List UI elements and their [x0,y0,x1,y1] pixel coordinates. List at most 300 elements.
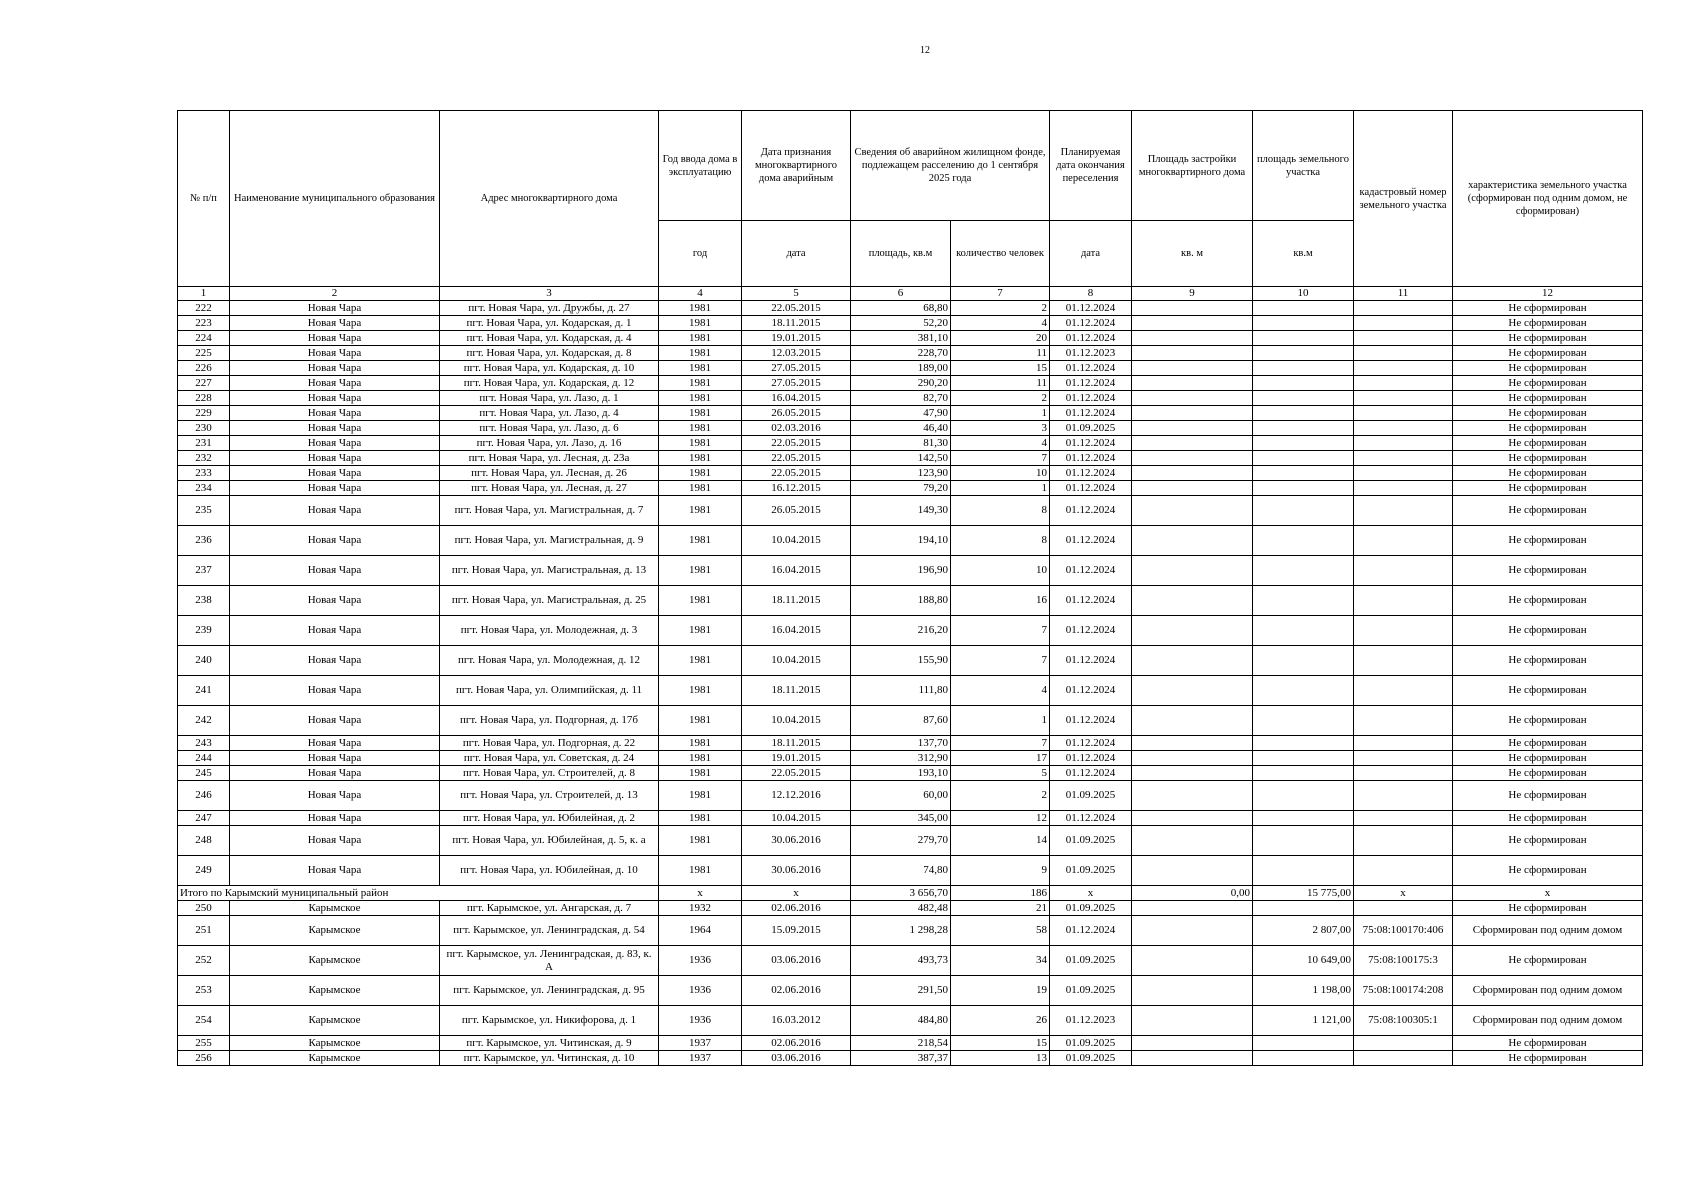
row-number: 236 [178,526,230,556]
year-cell: 1981 [659,556,742,586]
row-number: 225 [178,346,230,361]
table-total-section [178,886,1643,901]
emergency-date-cell: 15.09.2015 [742,916,851,946]
table-row [178,496,1643,526]
column-number: 10 [1253,287,1354,301]
address-cell: пгт. Новая Чара, ул. Подгорная, д. 17б [440,706,659,736]
emergency-date-cell: 26.05.2015 [742,496,851,526]
build-area-cell [1132,556,1253,586]
people-cell: 7 [951,616,1050,646]
land-area-cell [1253,556,1354,586]
year-cell: 1981 [659,751,742,766]
land-characteristic-cell: Не сформирован [1453,766,1643,781]
build-area-cell [1132,781,1253,811]
land-area-cell [1253,481,1354,496]
row-number: 241 [178,676,230,706]
land-characteristic-cell: Сформирован под одним домом [1453,976,1643,1006]
municipality-cell: Новая Чара [230,316,440,331]
table-row [178,436,1643,451]
address-cell: пгт. Новая Чара, ул. Дружбы, д. 27 [440,301,659,316]
cadastre-cell [1354,466,1453,481]
table-row [178,406,1643,421]
area-cell: 123,90 [851,466,951,481]
row-number: 222 [178,301,230,316]
emergency-date-cell: 02.03.2016 [742,421,851,436]
area-cell: 381,10 [851,331,951,346]
land-area-cell [1253,436,1354,451]
header-municipality: Наименование муниципального образования [230,111,440,287]
planned-date-cell: 01.12.2024 [1050,496,1132,526]
emergency-date-cell: 10.04.2015 [742,526,851,556]
address-cell: пгт. Новая Чара, ул. Кодарская, д. 1 [440,316,659,331]
planned-date-cell: 01.09.2025 [1050,826,1132,856]
cadastre-cell [1354,856,1453,886]
land-area-cell: 1 121,00 [1253,1006,1354,1036]
area-cell: 46,40 [851,421,951,436]
build-area-cell [1132,736,1253,751]
land-area-cell [1253,676,1354,706]
year-cell: 1937 [659,1036,742,1051]
municipality-cell: Новая Чара [230,481,440,496]
build-area-cell [1132,901,1253,916]
table-row [178,586,1643,616]
land-area-cell [1253,346,1354,361]
row-number: 238 [178,586,230,616]
planned-date-cell: 01.12.2024 [1050,916,1132,946]
land-characteristic-cell: Не сформирован [1453,736,1643,751]
year-cell: 1981 [659,346,742,361]
cadastre-cell [1354,331,1453,346]
cadastre-cell [1354,736,1453,751]
year-cell: 1936 [659,976,742,1006]
municipality-cell: Новая Чара [230,331,440,346]
address-cell: пгт. Новая Чара, ул. Кодарская, д. 12 [440,376,659,391]
row-number: 224 [178,331,230,346]
people-cell: 13 [951,1051,1050,1066]
table-row [178,376,1643,391]
municipality-cell: Новая Чара [230,676,440,706]
area-cell: 142,50 [851,451,951,466]
year-cell: 1981 [659,481,742,496]
area-cell: 82,70 [851,391,951,406]
row-number: 239 [178,616,230,646]
municipality-cell: Карымское [230,946,440,976]
column-number: 9 [1132,287,1253,301]
area-cell: 60,00 [851,781,951,811]
table-row [178,316,1643,331]
people-cell: 21 [951,901,1050,916]
build-area-cell [1132,526,1253,556]
cadastre-cell [1354,901,1453,916]
area-cell: 218,54 [851,1036,951,1051]
people-cell: 1 [951,481,1050,496]
emergency-date-cell: 02.06.2016 [742,976,851,1006]
people-cell: 16 [951,586,1050,616]
column-number: 3 [440,287,659,301]
emergency-date-cell: 03.06.2016 [742,946,851,976]
column-number: 7 [951,287,1050,301]
land-characteristic-cell: Не сформирован [1453,946,1643,976]
land-characteristic-cell: Не сформирован [1453,1051,1643,1066]
land-area-cell [1253,406,1354,421]
municipality-cell: Новая Чара [230,526,440,556]
address-cell: пгт. Карымское, ул. Ангарская, д. 7 [440,901,659,916]
area-cell: 387,37 [851,1051,951,1066]
year-cell: 1981 [659,316,742,331]
land-area-cell [1253,361,1354,376]
people-cell: 7 [951,451,1050,466]
land-area-cell [1253,526,1354,556]
build-area-cell [1132,421,1253,436]
area-cell: 482,48 [851,901,951,916]
land-characteristic-cell: Не сформирован [1453,331,1643,346]
address-cell: пгт. Новая Чара, ул. Юбилейная, д. 10 [440,856,659,886]
land-area-cell [1253,901,1354,916]
cadastre-cell [1354,706,1453,736]
land-characteristic-cell: Не сформирован [1453,526,1643,556]
area-cell: 194,10 [851,526,951,556]
area-cell: 345,00 [851,811,951,826]
people-cell: 20 [951,331,1050,346]
emergency-date-cell: 16.04.2015 [742,556,851,586]
area-cell: 87,60 [851,706,951,736]
cadastre-cell [1354,586,1453,616]
total-people: 186 [951,886,1050,901]
land-area-cell [1253,1036,1354,1051]
cadastre-cell [1354,436,1453,451]
header-cadastre: кадастровый номер земельного участка [1354,111,1453,287]
address-cell: пгт. Новая Чара, ул. Лесная, д. 26 [440,466,659,481]
land-area-cell [1253,766,1354,781]
municipality-cell: Новая Чара [230,451,440,466]
header-address: Адрес многоквартирного дома [440,111,659,287]
table-row [178,781,1643,811]
build-area-cell [1132,1006,1253,1036]
build-area-cell [1132,496,1253,526]
year-cell: 1964 [659,916,742,946]
municipality-cell: Новая Чара [230,826,440,856]
table-row [178,826,1643,856]
header-land-area: площадь земельного участка [1253,111,1354,221]
year-cell: 1936 [659,1006,742,1036]
municipality-cell: Новая Чара [230,586,440,616]
emergency-date-cell: 19.01.2015 [742,751,851,766]
cadastre-cell [1354,376,1453,391]
municipality-cell: Карымское [230,916,440,946]
table-row [178,301,1643,316]
row-number: 247 [178,811,230,826]
land-area-cell [1253,751,1354,766]
emergency-date-cell: 22.05.2015 [742,436,851,451]
build-area-cell [1132,916,1253,946]
area-cell: 1 298,28 [851,916,951,946]
people-cell: 4 [951,316,1050,331]
address-cell: пгт. Новая Чара, ул. Молодежная, д. 3 [440,616,659,646]
planned-date-cell: 01.09.2025 [1050,781,1132,811]
page-number: 12 [920,45,930,56]
row-number: 237 [178,556,230,586]
emergency-date-cell: 16.04.2015 [742,391,851,406]
land-area-cell [1253,451,1354,466]
area-cell: 81,30 [851,436,951,451]
address-cell: пгт. Новая Чара, ул. Магистральная, д. 25 [440,586,659,616]
address-cell: пгт. Новая Чара, ул. Лазо, д. 16 [440,436,659,451]
header-date-emergency: Дата признания многоквартирного дома аварийным [742,111,851,221]
land-area-cell [1253,616,1354,646]
total-row [178,886,1643,901]
table-row [178,676,1643,706]
land-area-cell [1253,331,1354,346]
planned-date-cell: 01.12.2024 [1050,556,1132,586]
area-cell: 79,20 [851,481,951,496]
total-planned-date: x [1050,886,1132,901]
table-row [178,451,1643,466]
emergency-date-cell: 22.05.2015 [742,451,851,466]
planned-date-cell: 01.09.2025 [1050,946,1132,976]
people-cell: 7 [951,646,1050,676]
build-area-cell [1132,676,1253,706]
address-cell: пгт. Карымское, ул. Ленинградская, д. 83, к. А [440,946,659,976]
planned-date-cell: 01.12.2024 [1050,526,1132,556]
table-row [178,1006,1643,1036]
total-area: 3 656,70 [851,886,951,901]
land-area-cell [1253,646,1354,676]
build-area-cell [1132,856,1253,886]
people-cell: 3 [951,421,1050,436]
row-number: 240 [178,646,230,676]
cadastre-cell: 75:08:100174:208 [1354,976,1453,1006]
land-area-cell: 10 649,00 [1253,946,1354,976]
address-cell: пгт. Карымское, ул. Читинская, д. 9 [440,1036,659,1051]
area-cell: 193,10 [851,766,951,781]
build-area-cell [1132,1036,1253,1051]
land-area-cell [1253,706,1354,736]
emergency-date-cell: 02.06.2016 [742,901,851,916]
row-number: 253 [178,976,230,1006]
year-cell: 1981 [659,736,742,751]
table-row [178,706,1643,736]
address-cell: пгт. Новая Чара, ул. Молодежная, д. 12 [440,646,659,676]
municipality-cell: Новая Чара [230,781,440,811]
area-cell: 149,30 [851,496,951,526]
address-cell: пгт. Карымское, ул. Ленинградская, д. 54 [440,916,659,946]
land-characteristic-cell: Не сформирован [1453,436,1643,451]
row-number: 231 [178,436,230,451]
land-area-cell [1253,781,1354,811]
column-number: 6 [851,287,951,301]
planned-date-cell: 01.09.2025 [1050,1051,1132,1066]
total-land-area: 15 775,00 [1253,886,1354,901]
build-area-cell [1132,706,1253,736]
table-row [178,1036,1643,1051]
land-characteristic-cell: Не сформирован [1453,676,1643,706]
planned-date-cell: 01.12.2024 [1050,391,1132,406]
land-characteristic-cell: Не сформирован [1453,706,1643,736]
table-row [178,751,1643,766]
planned-date-cell: 01.12.2023 [1050,1006,1132,1036]
emergency-date-cell: 22.05.2015 [742,301,851,316]
cadastre-cell [1354,811,1453,826]
table-row [178,916,1643,946]
municipality-cell: Карымское [230,976,440,1006]
land-area-cell: 2 807,00 [1253,916,1354,946]
land-characteristic-cell: Не сформирован [1453,481,1643,496]
municipality-cell: Новая Чара [230,646,440,676]
land-area-cell [1253,301,1354,316]
land-characteristic-cell: Сформирован под одним домом [1453,1006,1643,1036]
land-characteristic-cell: Не сформирован [1453,466,1643,481]
land-area-cell [1253,496,1354,526]
row-number: 230 [178,421,230,436]
area-cell: 111,80 [851,676,951,706]
cadastre-cell [1354,1036,1453,1051]
year-cell: 1981 [659,646,742,676]
planned-date-cell: 01.12.2024 [1050,466,1132,481]
area-cell: 290,20 [851,376,951,391]
emergency-date-cell: 18.11.2015 [742,586,851,616]
address-cell: пгт. Новая Чара, ул. Кодарская, д. 10 [440,361,659,376]
land-characteristic-cell: Не сформирован [1453,361,1643,376]
land-area-cell [1253,316,1354,331]
cadastre-cell [1354,391,1453,406]
build-area-cell [1132,811,1253,826]
total-characteristic: x [1453,886,1643,901]
table-row [178,346,1643,361]
year-cell: 1981 [659,526,742,556]
cadastre-cell [1354,781,1453,811]
address-cell: пгт. Новая Чара, ул. Советская, д. 24 [440,751,659,766]
land-characteristic-cell: Не сформирован [1453,826,1643,856]
subheader-people: количество человек [951,221,1050,287]
address-cell: пгт. Новая Чара, ул. Строителей, д. 13 [440,781,659,811]
row-number: 250 [178,901,230,916]
area-cell: 188,80 [851,586,951,616]
row-number: 235 [178,496,230,526]
cadastre-cell [1354,646,1453,676]
column-number: 5 [742,287,851,301]
area-cell: 312,90 [851,751,951,766]
row-number: 227 [178,376,230,391]
year-cell: 1981 [659,436,742,451]
row-number: 245 [178,766,230,781]
municipality-cell: Новая Чара [230,766,440,781]
people-cell: 9 [951,856,1050,886]
year-cell: 1981 [659,391,742,406]
municipality-cell: Новая Чара [230,436,440,451]
build-area-cell [1132,466,1253,481]
total-label: Итого по Карымский муниципальный район [178,886,440,901]
row-number: 234 [178,481,230,496]
year-cell: 1981 [659,856,742,886]
year-cell: 1981 [659,421,742,436]
area-cell: 47,90 [851,406,951,421]
cadastre-cell: 75:08:100305:1 [1354,1006,1453,1036]
header-year: Год ввода дома в эксплуатацию [659,111,742,221]
address-cell: пгт. Новая Чара, ул. Строителей, д. 8 [440,766,659,781]
subheader-build-area: кв. м [1132,221,1253,287]
people-cell: 1 [951,706,1050,736]
area-cell: 493,73 [851,946,951,976]
column-number: 11 [1354,287,1453,301]
land-characteristic-cell: Не сформирован [1453,451,1643,466]
address-cell: пгт. Новая Чара, ул. Лазо, д. 4 [440,406,659,421]
area-cell: 189,00 [851,361,951,376]
emergency-date-cell: 27.05.2015 [742,376,851,391]
row-number: 226 [178,361,230,376]
area-cell: 155,90 [851,646,951,676]
year-cell: 1981 [659,811,742,826]
planned-date-cell: 01.09.2025 [1050,856,1132,886]
table-row [178,556,1643,586]
area-cell: 228,70 [851,346,951,361]
address-cell: пгт. Новая Чара, ул. Лазо, д. 1 [440,391,659,406]
municipality-cell: Карымское [230,1036,440,1051]
emergency-date-cell: 10.04.2015 [742,646,851,676]
table-row [178,391,1643,406]
area-cell: 216,20 [851,616,951,646]
table-row [178,901,1643,916]
land-characteristic-cell: Не сформирован [1453,301,1643,316]
total-label-spacer [440,886,659,901]
emergency-date-cell: 18.11.2015 [742,316,851,331]
land-characteristic-cell: Не сформирован [1453,346,1643,361]
address-cell: пгт. Новая Чара, ул. Лесная, д. 27 [440,481,659,496]
emergency-date-cell: 16.12.2015 [742,481,851,496]
planned-date-cell: 01.12.2024 [1050,751,1132,766]
column-number: 12 [1453,287,1643,301]
cadastre-cell [1354,751,1453,766]
table-row [178,361,1643,376]
planned-date-cell: 01.12.2024 [1050,736,1132,751]
build-area-cell [1132,1051,1253,1066]
build-area-cell [1132,586,1253,616]
municipality-cell: Новая Чара [230,346,440,361]
emergency-date-cell: 12.03.2015 [742,346,851,361]
land-characteristic-cell: Не сформирован [1453,391,1643,406]
table-row [178,331,1643,346]
column-numbers-row [178,287,1643,301]
land-characteristic-cell: Сформирован под одним домом [1453,916,1643,946]
land-characteristic-cell: Не сформирован [1453,376,1643,391]
municipality-cell: Карымское [230,901,440,916]
land-area-cell [1253,466,1354,481]
people-cell: 12 [951,811,1050,826]
build-area-cell [1132,976,1253,1006]
address-cell: пгт. Новая Чара, ул. Магистральная, д. 9 [440,526,659,556]
year-cell: 1981 [659,766,742,781]
build-area-cell [1132,316,1253,331]
cadastre-cell [1354,361,1453,376]
table-row [178,856,1643,886]
total-cadastre: x [1354,886,1453,901]
municipality-cell: Новая Чара [230,706,440,736]
row-number: 252 [178,946,230,976]
land-area-cell [1253,826,1354,856]
cadastre-cell [1354,496,1453,526]
people-cell: 1 [951,406,1050,421]
year-cell: 1981 [659,781,742,811]
planned-date-cell: 01.12.2024 [1050,646,1132,676]
planned-date-cell: 01.12.2024 [1050,586,1132,616]
municipality-cell: Новая Чара [230,376,440,391]
build-area-cell [1132,346,1253,361]
people-cell: 2 [951,301,1050,316]
build-area-cell [1132,451,1253,466]
land-characteristic-cell: Не сформирован [1453,406,1643,421]
address-cell: пгт. Новая Чара, ул. Кодарская, д. 8 [440,346,659,361]
cadastre-cell [1354,526,1453,556]
municipality-cell: Новая Чара [230,406,440,421]
